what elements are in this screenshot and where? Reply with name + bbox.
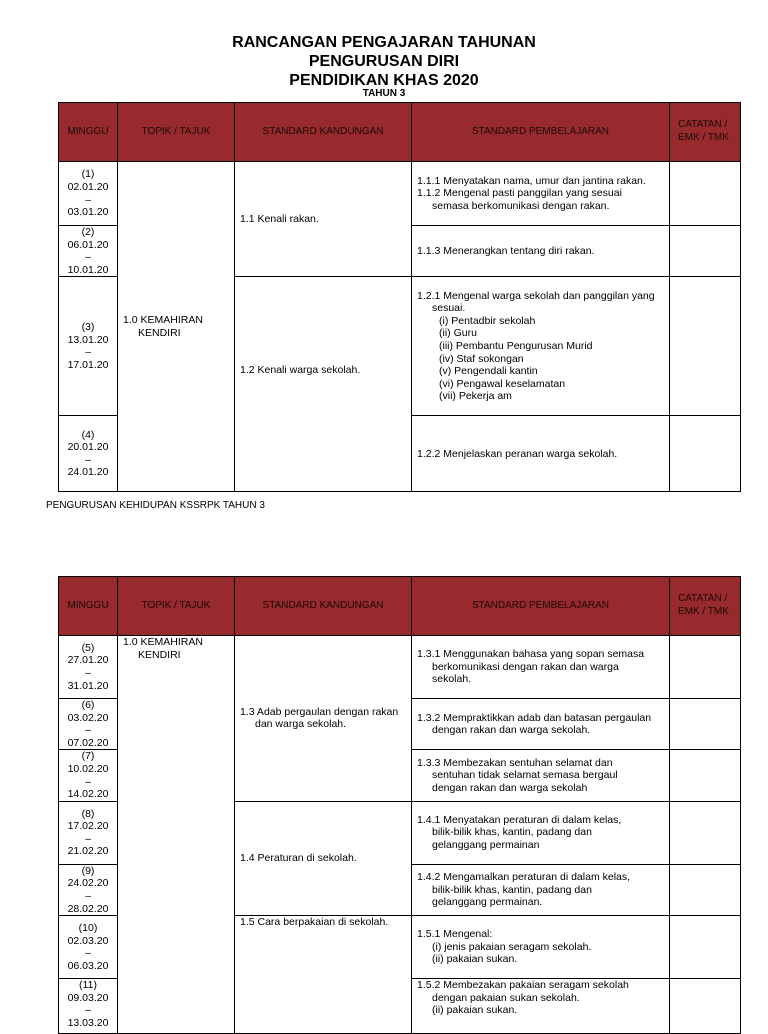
standard-pembelajaran-cell: 1.1.1 Menyatakan nama, umur dan jantina rakan. 1.1.2 Mengenal pasti panggilan yang sesuai semasa berkomunikasi dengan rakan. [412, 162, 670, 226]
table-header-row [59, 577, 741, 636]
catatan-cell [670, 801, 741, 864]
col-standard-kandungan: STANDARD KANDUNGAN [235, 103, 412, 162]
catatan-cell [670, 916, 741, 979]
col-minggu: MINGGU [59, 577, 118, 636]
catatan-cell [670, 699, 741, 750]
col-topik: TOPIK / TAJUK [118, 577, 235, 636]
col-standard-kandungan: STANDARD KANDUNGAN [235, 577, 412, 636]
week-cell: (3) 13.01.20 – 17.01.20 [59, 277, 118, 416]
plan-table-2 [58, 576, 741, 1034]
col-minggu: MINGGU [59, 103, 118, 162]
col-topik: TOPIK / TAJUK [118, 103, 235, 162]
table-row [59, 162, 741, 226]
col-standard-pembelajaran: STANDARD PEMBELAJARAN [412, 577, 670, 636]
doc-year: TAHUN 3 [362, 88, 406, 99]
week-cell: (9) 24.02.20 – 28.02.20 [59, 864, 118, 915]
catatan-cell [670, 979, 741, 1034]
standard-kandungan-cell: 1.1 Kenali rakan. [235, 162, 412, 277]
table-header-row [59, 103, 741, 162]
standard-pembelajaran-cell: 1.4.1 Menyatakan peraturan di dalam kelas, bilik-bilik khas, kantin, padang dan gelanggang permainan [412, 801, 670, 864]
standard-kandungan-cell: 1.3 Adab pergaulan dengan rakan dan warga sekolah. [235, 636, 412, 802]
doc-program: PENDIDIKAN KHAS 2020 [289, 72, 479, 89]
standard-kandungan-cell: 1.4 Peraturan di sekolah. [235, 801, 412, 915]
table-row [59, 636, 741, 699]
standard-kandungan-cell: 1.5 Cara berpakaian di sekolah. [235, 916, 412, 1034]
week-cell: (8) 17.02.20 – 21.02.20 [59, 801, 118, 864]
standard-kandungan-cell: 1.2 Kenali warga sekolah. [235, 277, 412, 492]
standard-pembelajaran-cell: 1.2.2 Menjelaskan peranan warga sekolah. [412, 416, 670, 492]
col-catatan: CATATAN / EMK / TMK [670, 103, 741, 162]
week-cell: (1) 02.01.20 – 03.01.20 [59, 162, 118, 226]
standard-pembelajaran-cell: 1.5.1 Mengenal: (i) jenis pakaian seragam sekolah. (ii) pakaian sukan. [412, 916, 670, 979]
week-cell: (7) 10.02.20 – 14.02.20 [59, 750, 118, 801]
standard-pembelajaran-cell: 1.2.1 Mengenal warga sekolah dan panggilan yang sesuai. (i) Pentadbir sekolah (ii) Guru (iii) Pembantu Pengurusan Murid (iv) Staf sokongan (v) Pengendali kantin (vi) Pengawal keselamatan (vii) Pekerja am [412, 277, 670, 416]
col-catatan: CATATAN / EMK / TMK [670, 577, 741, 636]
standard-pembelajaran-cell: 1.3.3 Membezakan sentuhan selamat dan sentuhan tidak selamat semasa bergaul dengan rakan dan warga sekolah [412, 750, 670, 801]
col-standard-pembelajaran: STANDARD PEMBELAJARAN [412, 103, 670, 162]
catatan-cell [670, 226, 741, 277]
week-cell: (5) 27.01.20 – 31.01.20 [59, 636, 118, 699]
topic-cell: 1.0 KEMAHIRAN KENDIRI [118, 162, 235, 492]
doc-subtitle: PENGURUSAN DIRI [308, 53, 460, 70]
standard-pembelajaran-cell: 1.1.3 Menerangkan tentang diri rakan. [412, 226, 670, 277]
catatan-cell [670, 416, 741, 492]
standard-pembelajaran-cell: 1.4.2 Mengamalkan peraturan di dalam kelas, bilik-bilik khas, kantin, padang dan gelanggang permainan. [412, 864, 670, 915]
plan-table-1 [58, 102, 741, 492]
doc-title: RANCANGAN PENGAJARAN TAHUNAN [232, 34, 536, 51]
catatan-cell [670, 636, 741, 699]
week-cell: (11) 09.03.20 – 13.03.20 [59, 979, 118, 1034]
standard-pembelajaran-cell: 1.3.2 Mempraktikkan adab dan batasan pergaulan dengan rakan dan warga sekolah. [412, 699, 670, 750]
standard-pembelajaran-cell: 1.3.1 Menggunakan bahasa yang sopan semasa berkomunikasi dengan rakan dan warga sekolah. [412, 636, 670, 699]
week-cell: (2) 06.01.20 – 10.01.20 [59, 226, 118, 277]
topic-cell: 1.0 KEMAHIRAN KENDIRI [118, 636, 235, 1034]
catatan-cell [670, 162, 741, 226]
catatan-cell [670, 750, 741, 801]
catatan-cell [670, 277, 741, 416]
week-cell: (6) 03.02.20 – 07.02.20 [59, 699, 118, 750]
week-cell: (4) 20.01.20 – 24.01.20 [59, 416, 118, 492]
catatan-cell [670, 864, 741, 915]
standard-pembelajaran-cell: 1.5.2 Membezakan pakaian seragam sekolah dengan pakaian sukan sekolah. (ii) pakaian sukan. [412, 979, 670, 1034]
week-cell: (10) 02.03.20 – 06.03.20 [59, 916, 118, 979]
page-footer: PENGURUSAN KEHIDUPAN KSSRPK TAHUN 3 [46, 500, 265, 511]
